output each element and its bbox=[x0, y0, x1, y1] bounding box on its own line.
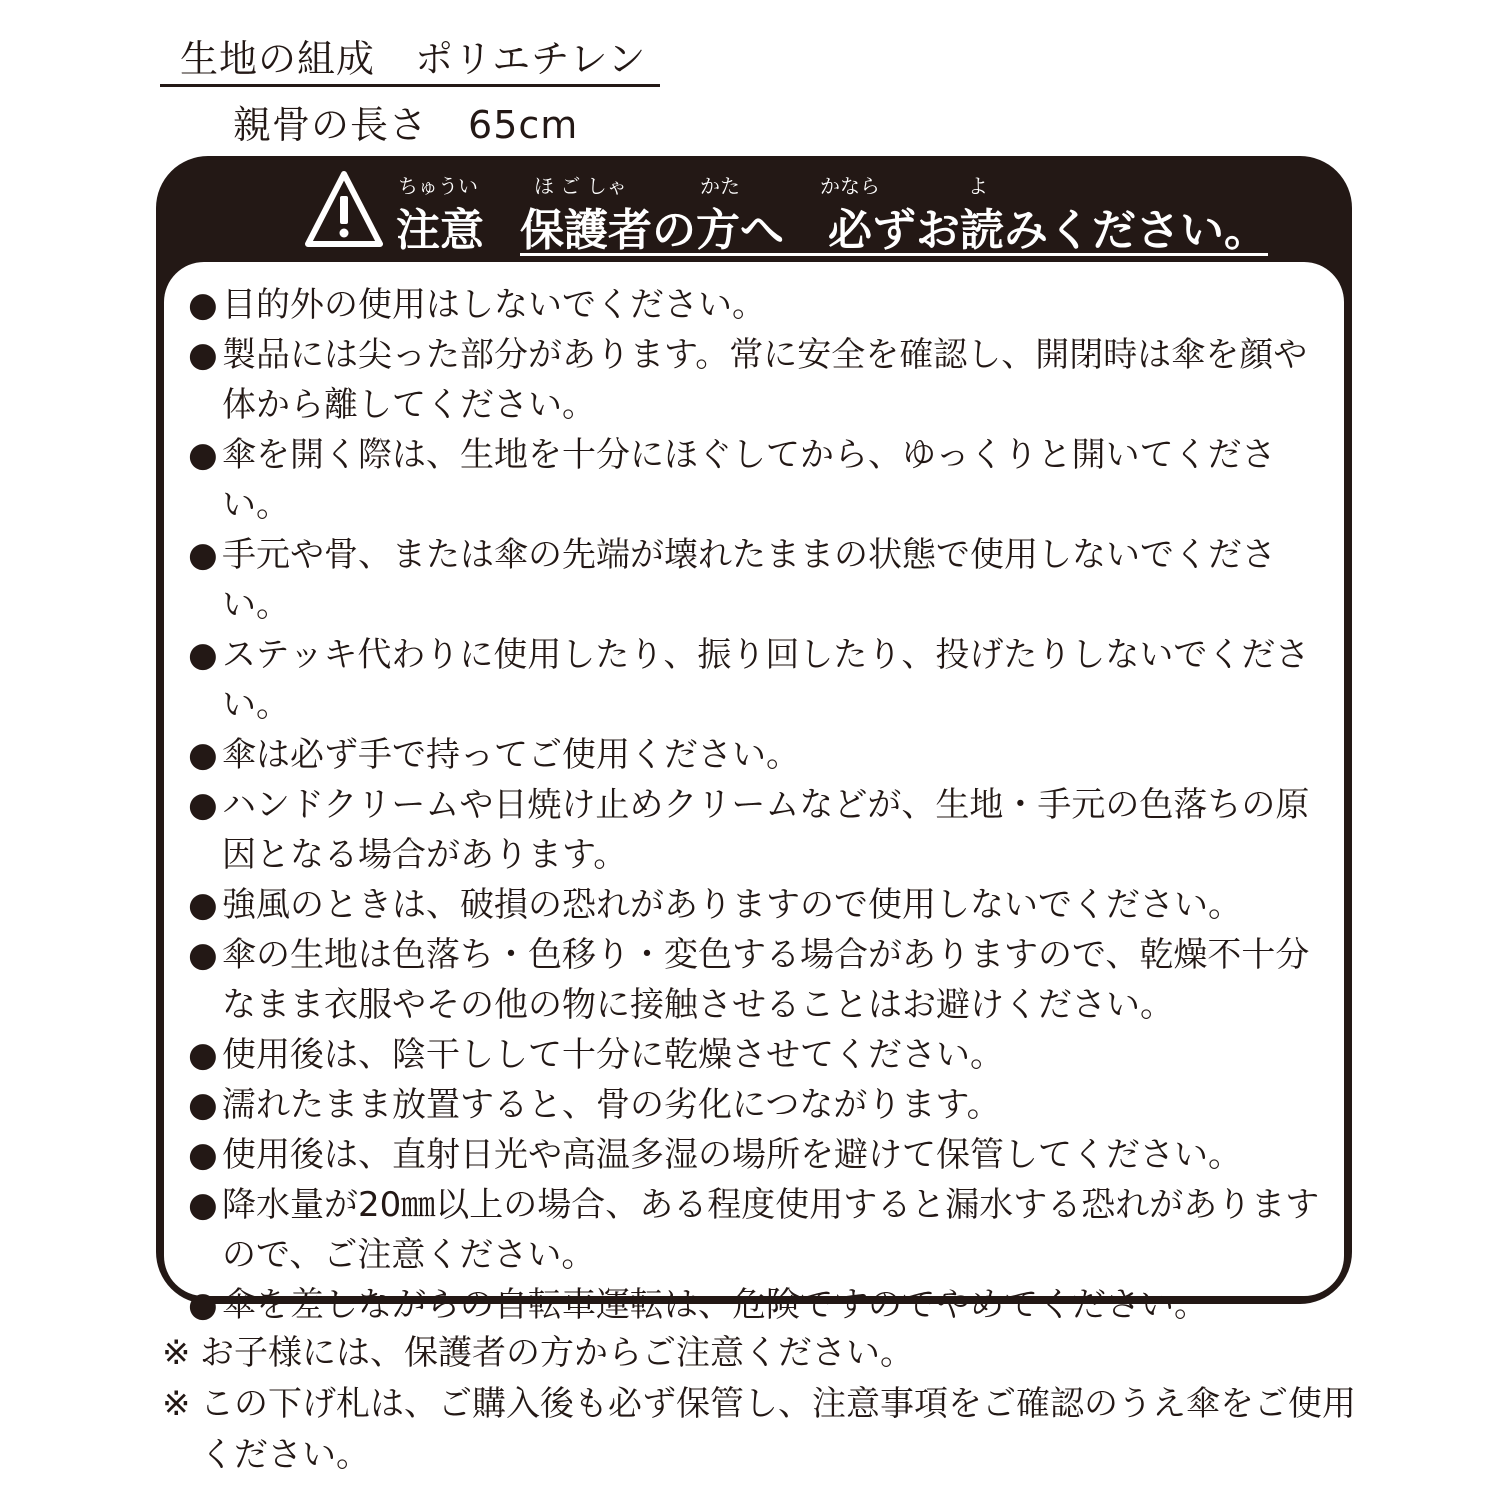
spec-fabric-value: ポリエチレン bbox=[415, 37, 647, 81]
ruby-kanara: かなら bbox=[820, 174, 880, 198]
warning-list bbox=[188, 280, 1338, 1330]
note-item: ※ この下げ札は、ご購入後も必ず保管し、注意事項をご確認のうえ傘をご使用ください。 bbox=[162, 1379, 1362, 1481]
warning-item: ● 傘は必ず手で持ってご使用ください。 bbox=[188, 730, 1338, 780]
notes-list bbox=[162, 1328, 1362, 1481]
warning-item: ● 手元や骨、または傘の先端が壊れたままの状態で使用しないでください。 bbox=[188, 530, 1338, 630]
spec-fabric-label: 生地の組成 bbox=[180, 37, 376, 81]
note-item: ※ お子様には、保護者の方からご注意ください。 bbox=[162, 1328, 1362, 1379]
warning-item: ● 使用後は、陰干しして十分に乾燥させてください。 bbox=[188, 1030, 1338, 1080]
ruby-hogosha: ほ ご しゃ bbox=[534, 174, 627, 198]
warning-item: ● 強風のときは、破損の恐れがありますので使用しないでください。 bbox=[188, 880, 1338, 930]
spec-fabric bbox=[180, 28, 647, 83]
warning-item: ● 傘を開く際は、生地を十分にほぐしてから、ゆっくりと開いてください。 bbox=[188, 430, 1338, 530]
warning-triangle-icon bbox=[305, 170, 383, 250]
warning-item: ● 製品には尖った部分があります。常に安全を確認し、開閉時は傘を顔や体から離してください。 bbox=[188, 330, 1338, 430]
warning-message-title: 保護者の方へ 必ずお読みください。 bbox=[520, 205, 1268, 256]
warning-item: ● 降水量が20㎜以上の場合、ある程度使用すると漏水する恐れがありますので、ご注意ください。 bbox=[188, 1180, 1338, 1280]
spec-rib-label: 親骨の長さ bbox=[233, 103, 429, 147]
ruby-kata: かた bbox=[700, 174, 740, 198]
warning-item: ● ハンドクリームや日焼け止めクリームなどが、生地・手元の色落ちの原因となる場合があります。 bbox=[188, 780, 1338, 880]
warning-item: ● 濡れたまま放置すると、骨の劣化につながります。 bbox=[188, 1080, 1338, 1130]
warning-item: ● 傘の生地は色落ち・色移り・変色する場合がありますので、乾燥不十分なまま衣服やその他の物に接触させることはお避けください。 bbox=[188, 930, 1338, 1030]
ruby-caution: ちゅうい bbox=[398, 174, 478, 198]
warning-item: ● ステッキ代わりに使用したり、振り回したり、投げたりしないでください。 bbox=[188, 630, 1338, 730]
warning-item: ● 使用後は、直射日光や高温多湿の場所を避けて保管してください。 bbox=[188, 1130, 1338, 1180]
warning-caution-title: 注意 bbox=[396, 205, 484, 256]
warning-item: ● 傘を差しながらの自転車運転は、危険ですのでやめてください。 bbox=[188, 1280, 1338, 1330]
spec-rib-value: 65cm bbox=[468, 103, 579, 147]
warning-item: ● 目的外の使用はしないでください。 bbox=[188, 280, 1338, 330]
spec-rib-length bbox=[233, 94, 578, 149]
ruby-yo: よ bbox=[968, 174, 988, 198]
spec-divider bbox=[160, 84, 660, 87]
